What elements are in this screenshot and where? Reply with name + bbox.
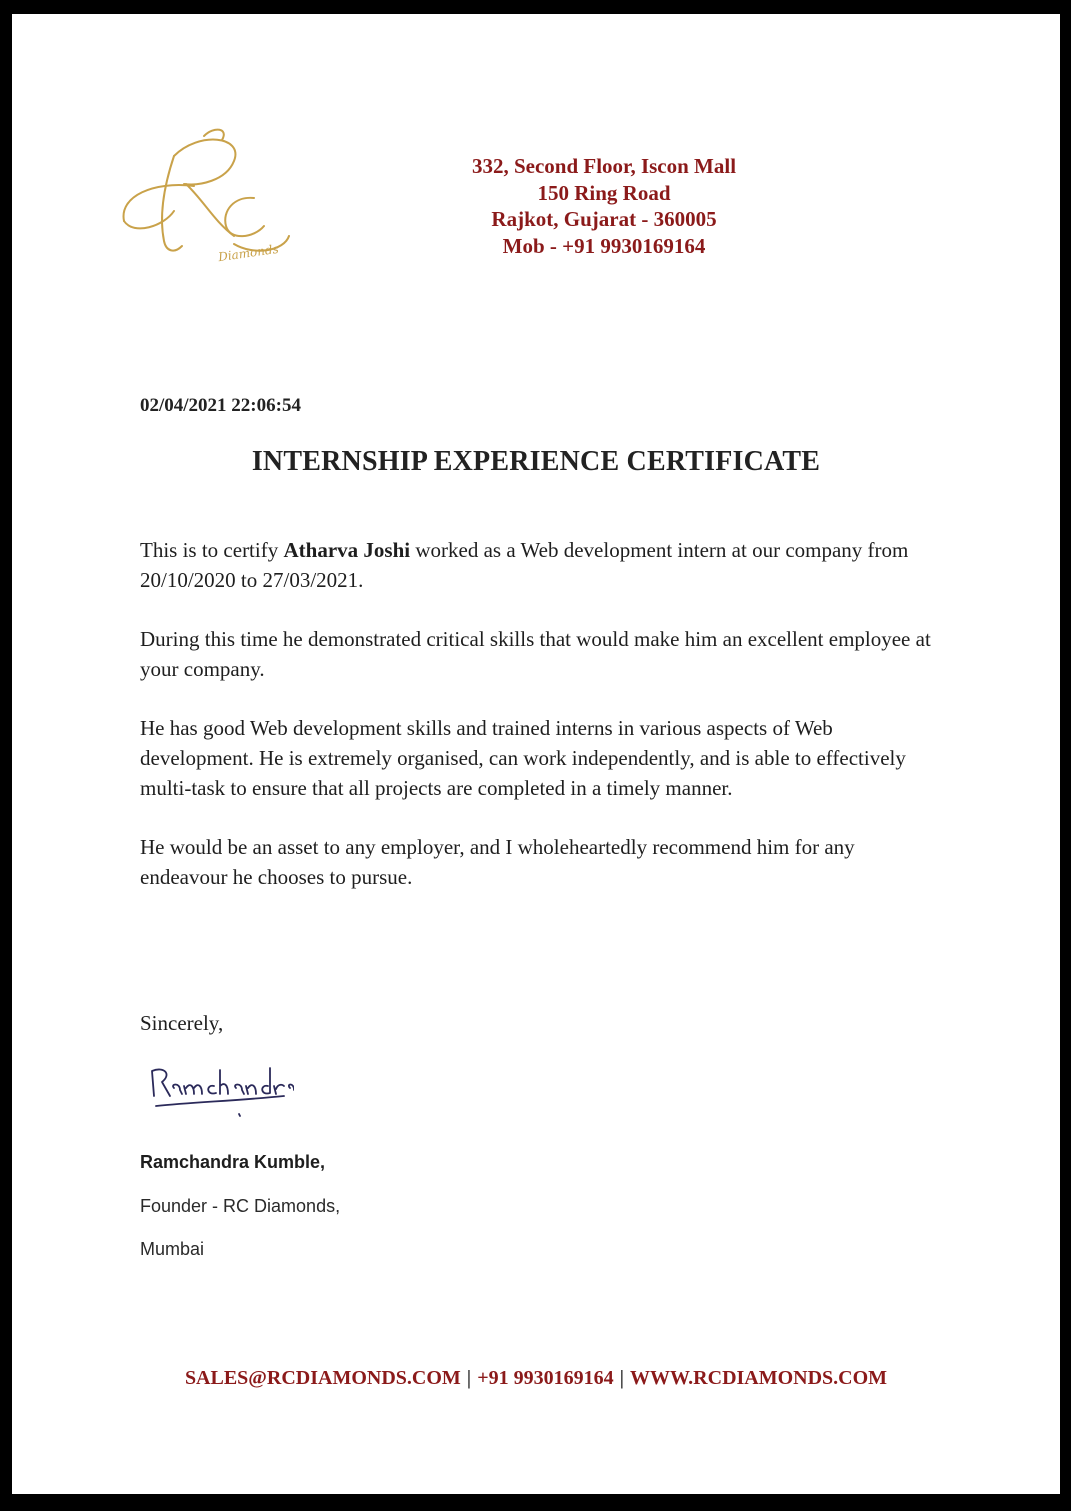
certificate-page xyxy=(12,14,1060,1494)
signer-name: Ramchandra Kumble, xyxy=(140,1152,326,1172)
handwritten-signature xyxy=(144,1056,294,1126)
footer-phone: +91 9930169164 xyxy=(477,1367,614,1389)
paragraph-1 xyxy=(140,535,940,595)
p1-suffix: worked as a Web development intern at our company from 20/10/2020 to 27/03/2021. xyxy=(140,538,909,592)
logo-subtitle: Diamonds xyxy=(217,241,280,265)
company-address xyxy=(424,153,784,259)
paragraph-2: During this time he demonstrated critical skills that would make him an excellent employee at your company. xyxy=(140,627,931,681)
footer-email: SALES@RCDIAMONDS.COM xyxy=(184,1367,461,1389)
address-line-2: 150 Ring Road xyxy=(537,180,671,205)
address-line-1: 332, Second Floor, Iscon Mall xyxy=(471,154,737,178)
signer-city: Mumbai xyxy=(140,1239,205,1259)
p1-prefix: This is to certify xyxy=(140,538,284,562)
footer-separator: | xyxy=(619,1367,625,1389)
address-line-4: Mob - +91 9930169164 xyxy=(502,233,706,258)
closing-salutation: Sincerely, xyxy=(140,1011,224,1035)
footer-website: WWW.RCDIAMONDS.COM xyxy=(630,1367,888,1389)
paragraph-4: He would be an asset to any employer, and I wholeheartedly recommend him for any endeavour he chooses to pursue. xyxy=(140,835,855,889)
issue-timestamp: 02/04/2021 22:06:54 xyxy=(140,395,301,416)
certificate-title: INTERNSHIP EXPERIENCE CERTIFICATE xyxy=(251,446,821,477)
address-line-3: Rajkot, Gujarat - 360005 xyxy=(491,207,717,231)
certificate-body xyxy=(140,535,940,921)
intern-name: Atharva Joshi xyxy=(283,538,411,562)
signer-title: Founder - RC Diamonds, xyxy=(140,1196,341,1216)
paragraph-3: He has good Web development skills and trained interns in various aspects of Web development. He is extremely organised, can work independently, and is able to effectively multi-task to ensure that all projects are completed in a timely manner. xyxy=(140,716,906,800)
footer-contact xyxy=(12,1367,1060,1390)
footer-separator: | xyxy=(466,1367,472,1389)
